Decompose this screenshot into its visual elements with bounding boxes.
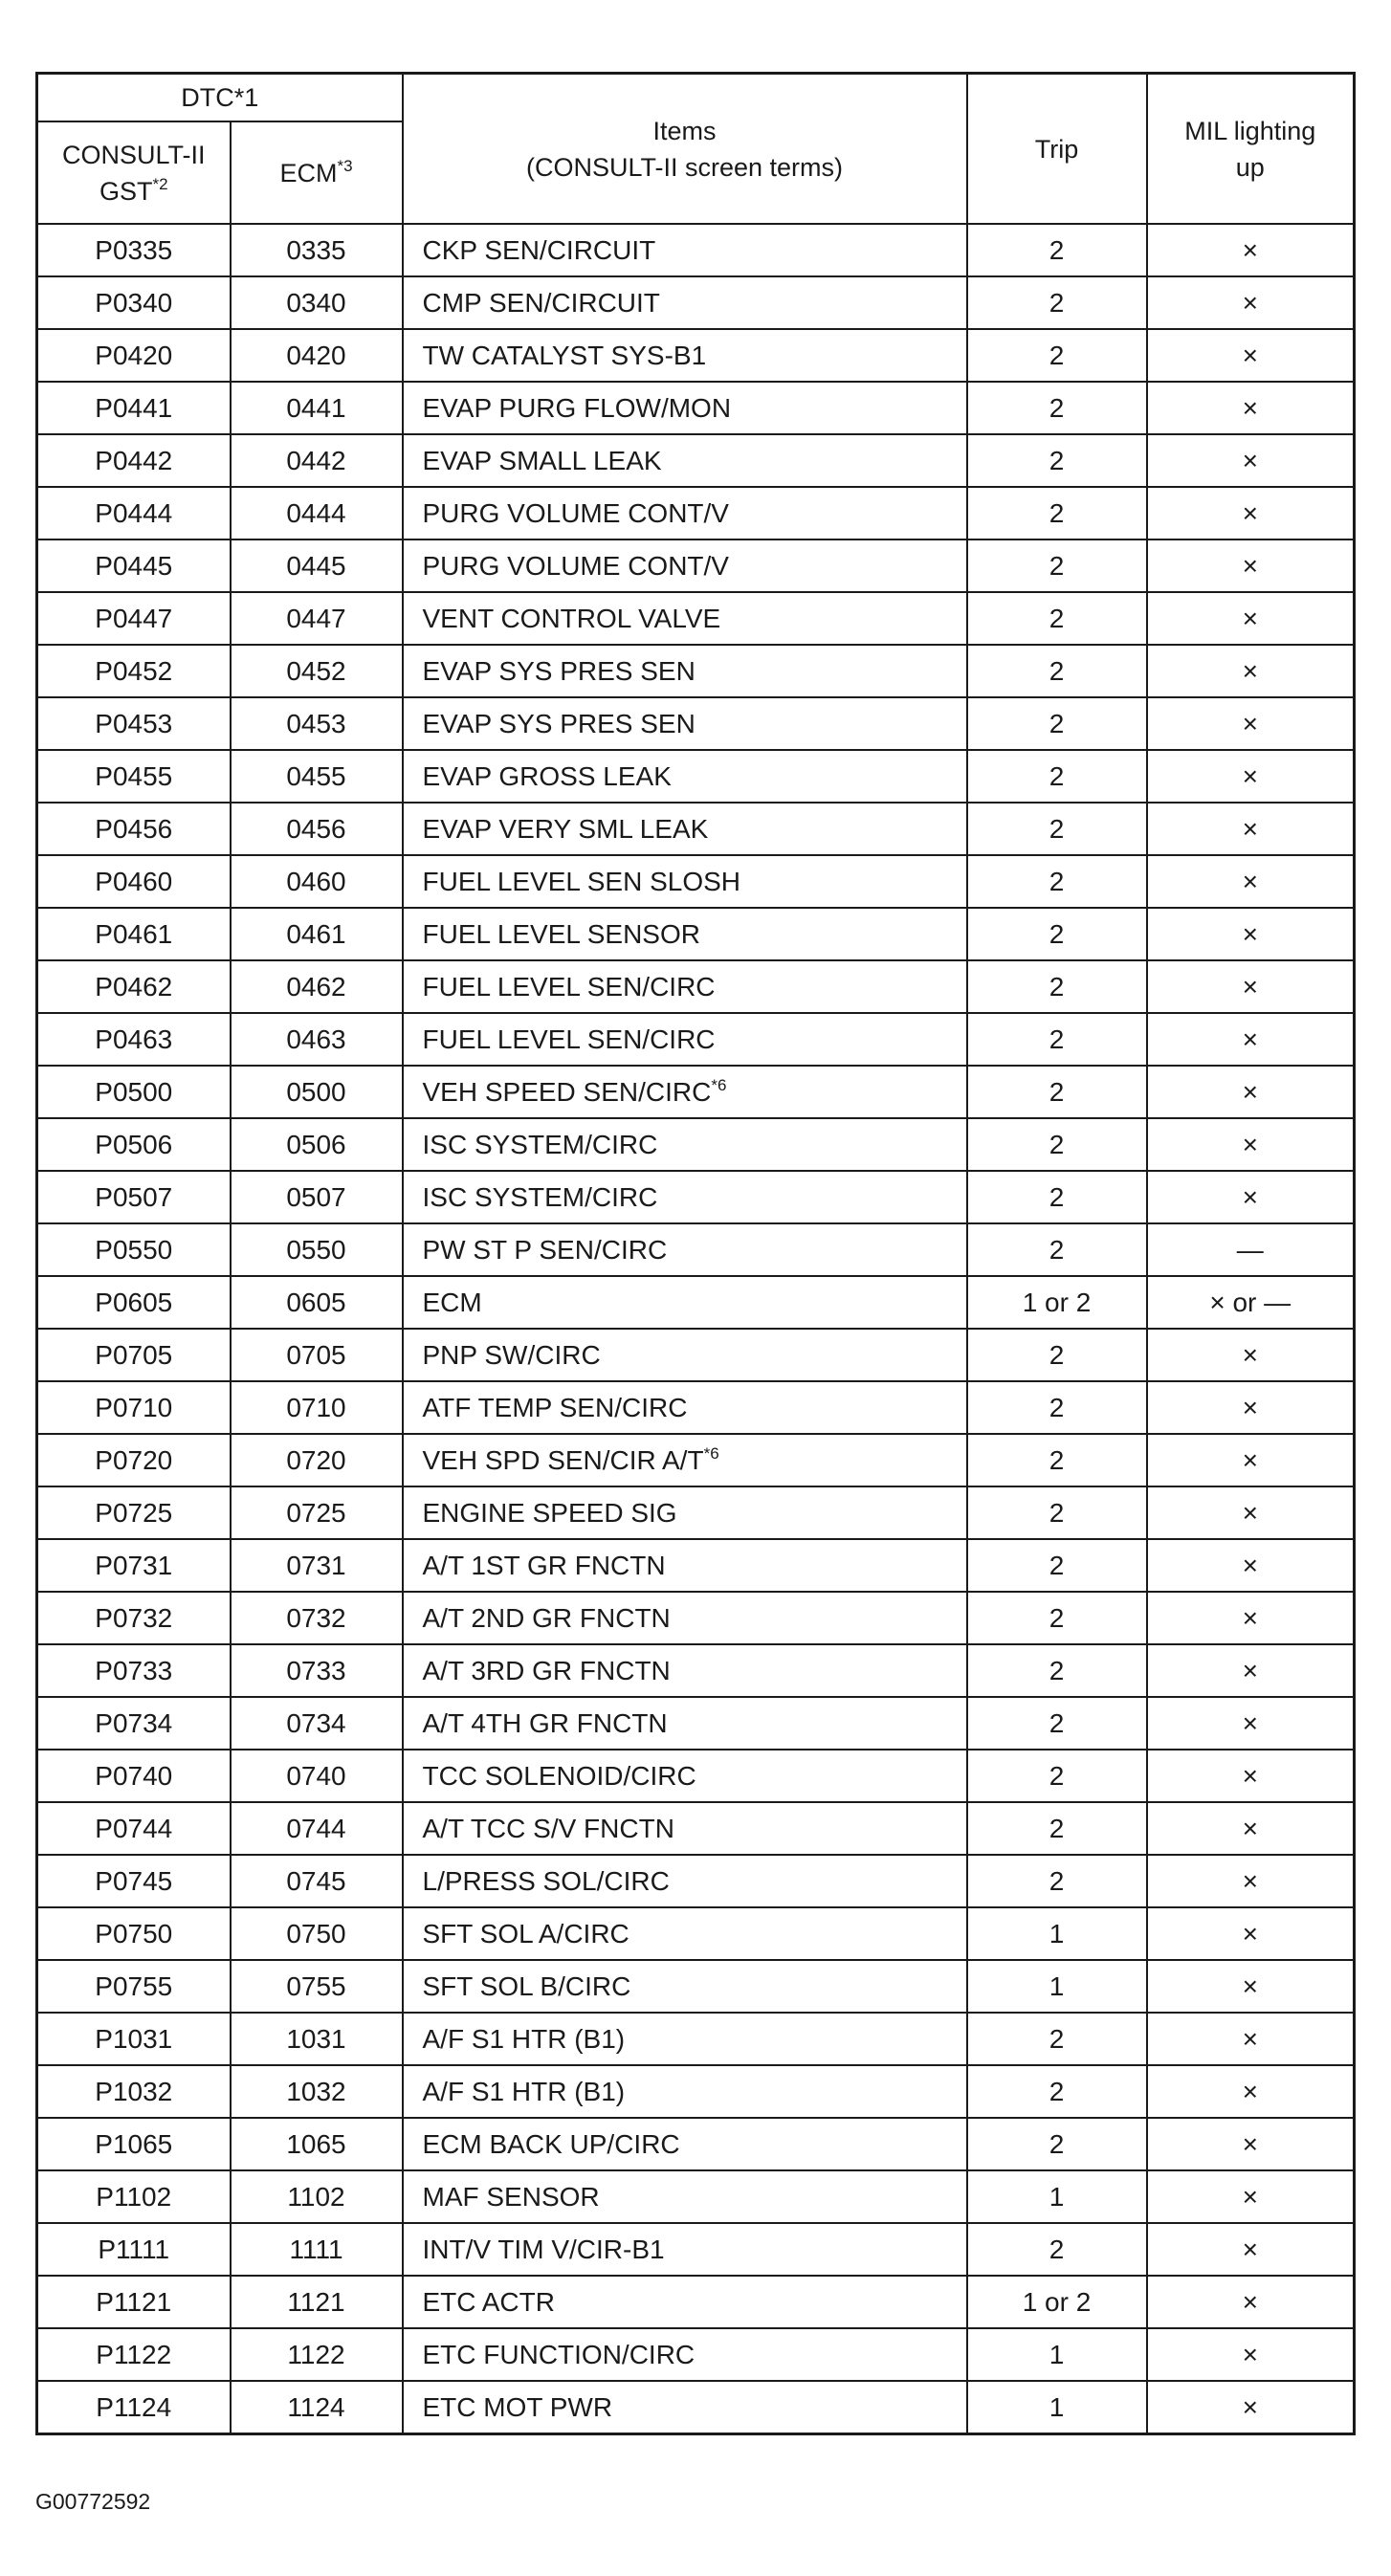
table-row xyxy=(37,2328,1355,2381)
table-row xyxy=(37,2276,1355,2328)
ecm-code-cell: 1111 xyxy=(231,2223,403,2276)
consult-code-cell: P0463 xyxy=(37,1013,231,1066)
trip-cell: 2 xyxy=(967,1486,1147,1539)
consult-code-cell: P1102 xyxy=(37,2170,231,2223)
trip-cell: 2 xyxy=(967,697,1147,750)
item-cell: A/F S1 HTR (B1) xyxy=(403,2013,967,2065)
consult-code-cell: P0720 xyxy=(37,1434,231,1486)
item-cell: SFT SOL A/CIRC xyxy=(403,1907,967,1960)
trip-cell: 2 xyxy=(967,276,1147,329)
mil-cell: × xyxy=(1147,750,1355,803)
item-cell: ISC SYSTEM/CIRC xyxy=(403,1171,967,1223)
trip-cell: 2 xyxy=(967,1223,1147,1276)
ecm-code-cell: 0744 xyxy=(231,1802,403,1855)
mil-cell: × xyxy=(1147,1539,1355,1592)
mil-cell: × xyxy=(1147,855,1355,908)
table-row xyxy=(37,1802,1355,1855)
consult-code-cell: P1124 xyxy=(37,2381,231,2434)
consult-code-cell: P0452 xyxy=(37,645,231,697)
item-cell: A/T 4TH GR FNCTN xyxy=(403,1697,967,1750)
item-cell: ENGINE SPEED SIG xyxy=(403,1486,967,1539)
table-row xyxy=(37,2065,1355,2118)
ecm-code-cell: 0335 xyxy=(231,224,403,276)
ecm-code-cell: 0455 xyxy=(231,750,403,803)
trip-cell: 2 xyxy=(967,2118,1147,2170)
mil-cell: × xyxy=(1147,960,1355,1013)
consult-code-cell: P0340 xyxy=(37,276,231,329)
consult-code-cell: P0745 xyxy=(37,1855,231,1907)
ecm-code-cell: 0720 xyxy=(231,1434,403,1486)
consult-code-cell: P0710 xyxy=(37,1381,231,1434)
consult-code-cell: P1065 xyxy=(37,2118,231,2170)
items-header: Items (CONSULT-II screen terms) xyxy=(403,74,967,225)
table-row xyxy=(37,960,1355,1013)
trip-cell: 2 xyxy=(967,1644,1147,1697)
item-cell: CKP SEN/CIRCUIT xyxy=(403,224,967,276)
table-row xyxy=(37,487,1355,539)
table-row xyxy=(37,908,1355,960)
item-cell: VEH SPEED SEN/CIRC$^{*6}$ xyxy=(403,1066,967,1118)
mil-cell: × xyxy=(1147,592,1355,645)
mil-cell: × xyxy=(1147,1960,1355,2013)
ecm-code-cell: 0420 xyxy=(231,329,403,382)
item-cell: ETC FUNCTION/CIRC xyxy=(403,2328,967,2381)
ecm-code-cell: 0453 xyxy=(231,697,403,750)
consult-code-cell: P0705 xyxy=(37,1329,231,1381)
table-row xyxy=(37,1276,1355,1329)
trip-cell: 1 xyxy=(967,1960,1147,2013)
ecm-code-cell: 1031 xyxy=(231,2013,403,2065)
consult-code-cell: P0460 xyxy=(37,855,231,908)
item-cell: CMP SEN/CIRCUIT xyxy=(403,276,967,329)
ecm-code-cell: 0507 xyxy=(231,1171,403,1223)
mil-cell: × xyxy=(1147,434,1355,487)
mil-cell: × xyxy=(1147,382,1355,434)
item-cell: VENT CONTROL VALVE xyxy=(403,592,967,645)
item-cell: EVAP SYS PRES SEN xyxy=(403,645,967,697)
trip-cell: 2 xyxy=(967,1066,1147,1118)
ecm-code-cell: 0605 xyxy=(231,1276,403,1329)
trip-cell: 2 xyxy=(967,2065,1147,2118)
trip-cell: 1 or 2 xyxy=(967,1276,1147,1329)
trip-cell: 2 xyxy=(967,1434,1147,1486)
consult-code-cell: P0335 xyxy=(37,224,231,276)
mil-cell: × xyxy=(1147,2170,1355,2223)
ecm-code-cell: 0340 xyxy=(231,276,403,329)
table-row xyxy=(37,2381,1355,2434)
trip-cell: 2 xyxy=(967,1171,1147,1223)
trip-cell: 2 xyxy=(967,908,1147,960)
item-cell: EVAP GROSS LEAK xyxy=(403,750,967,803)
ecm-code-cell: 0442 xyxy=(231,434,403,487)
ecm-code-cell: 1124 xyxy=(231,2381,403,2434)
consult-code-cell: P0605 xyxy=(37,1276,231,1329)
ecm-code-cell: 0461 xyxy=(231,908,403,960)
trip-cell: 2 xyxy=(967,2013,1147,2065)
table-row xyxy=(37,1539,1355,1592)
table-row xyxy=(37,1171,1355,1223)
table-row xyxy=(37,1118,1355,1171)
consult-code-cell: P0461 xyxy=(37,908,231,960)
table-row xyxy=(37,1697,1355,1750)
ecm-code-cell: 0750 xyxy=(231,1907,403,1960)
consult-code-cell: P0755 xyxy=(37,1960,231,2013)
consult-code-cell: P0456 xyxy=(37,803,231,855)
ecm-code-cell: 0550 xyxy=(231,1223,403,1276)
item-cell: FUEL LEVEL SEN/CIRC xyxy=(403,960,967,1013)
trip-header: Trip xyxy=(967,74,1147,225)
consult-code-cell: P0500 xyxy=(37,1066,231,1118)
consult-code-cell: P1031 xyxy=(37,2013,231,2065)
table-row xyxy=(37,224,1355,276)
consult-code-cell: P0445 xyxy=(37,539,231,592)
ecm-code-cell: 0444 xyxy=(231,487,403,539)
item-cell: PNP SW/CIRC xyxy=(403,1329,967,1381)
ecm-code-cell: 0725 xyxy=(231,1486,403,1539)
consult-code-cell: P0506 xyxy=(37,1118,231,1171)
figure-id: G00772592 xyxy=(35,2489,151,2514)
dtc-table xyxy=(35,72,1356,2435)
consult-header: CONSULT-II GST$^{*2}$ xyxy=(37,121,231,224)
trip-cell: 2 xyxy=(967,1539,1147,1592)
ecm-header: ECM$^{*3}$ xyxy=(231,121,403,224)
consult-code-cell: P0733 xyxy=(37,1644,231,1697)
item-cell: VEH SPD SEN/CIR $A/T^{*6}$ xyxy=(403,1434,967,1486)
trip-cell: 2 xyxy=(967,855,1147,908)
ecm-code-cell: 0732 xyxy=(231,1592,403,1644)
consult-code-cell: P0750 xyxy=(37,1907,231,1960)
mil-cell: × xyxy=(1147,1013,1355,1066)
mil-cell: × xyxy=(1147,697,1355,750)
header-row-top xyxy=(37,74,1355,122)
table-row xyxy=(37,592,1355,645)
consult-code-cell: P0725 xyxy=(37,1486,231,1539)
item-cell: ATF TEMP SEN/CIRC xyxy=(403,1381,967,1434)
item-cell: PURG VOLUME CONT/V xyxy=(403,539,967,592)
trip-cell: 1 xyxy=(967,2328,1147,2381)
item-cell: ISC SYSTEM/CIRC xyxy=(403,1118,967,1171)
item-cell: ETC MOT PWR xyxy=(403,2381,967,2434)
trip-cell: 2 xyxy=(967,1855,1147,1907)
item-cell: FUEL LEVEL SENSOR xyxy=(403,908,967,960)
ecm-code-cell: 0755 xyxy=(231,1960,403,2013)
consult-code-cell: P0731 xyxy=(37,1539,231,1592)
consult-code-cell: P0462 xyxy=(37,960,231,1013)
ecm-code-cell: 0500 xyxy=(231,1066,403,1118)
trip-cell: 2 xyxy=(967,434,1147,487)
consult-code-cell: P0420 xyxy=(37,329,231,382)
mil-cell: × xyxy=(1147,1066,1355,1118)
mil-cell: × xyxy=(1147,1434,1355,1486)
table-row xyxy=(37,2118,1355,2170)
table-row xyxy=(37,697,1355,750)
mil-cell: × xyxy=(1147,1592,1355,1644)
consult-code-cell: P1032 xyxy=(37,2065,231,2118)
trip-cell: 2 xyxy=(967,1013,1147,1066)
consult-code-cell: P0441 xyxy=(37,382,231,434)
mil-cell: × xyxy=(1147,1802,1355,1855)
table-row xyxy=(37,1644,1355,1697)
item-cell: A/F S1 HTR (B1) xyxy=(403,2065,967,2118)
trip-cell: 2 xyxy=(967,539,1147,592)
ecm-code-cell: 0731 xyxy=(231,1539,403,1592)
item-cell: SFT SOL B/CIRC xyxy=(403,1960,967,2013)
mil-cell: × xyxy=(1147,1644,1355,1697)
ecm-code-cell: 0463 xyxy=(231,1013,403,1066)
consult-code-cell: P0550 xyxy=(37,1223,231,1276)
item-cell: FUEL LEVEL SEN SLOSH xyxy=(403,855,967,908)
mil-header: MIL lighting up xyxy=(1147,74,1355,225)
table-row xyxy=(37,1486,1355,1539)
mil-cell: × xyxy=(1147,2328,1355,2381)
trip-cell: 2 xyxy=(967,592,1147,645)
ecm-code-cell: 0710 xyxy=(231,1381,403,1434)
trip-cell: 2 xyxy=(967,382,1147,434)
mil-cell: × xyxy=(1147,329,1355,382)
table-row xyxy=(37,1592,1355,1644)
item-cell: INT/V TIM V/CIR-B1 xyxy=(403,2223,967,2276)
item-cell: MAF SENSOR xyxy=(403,2170,967,2223)
table-row xyxy=(37,382,1355,434)
item-cell: PW ST P SEN/CIRC xyxy=(403,1223,967,1276)
ecm-code-cell: 1122 xyxy=(231,2328,403,2381)
ecm-code-cell: 0447 xyxy=(231,592,403,645)
trip-cell: 2 xyxy=(967,645,1147,697)
trip-cell: 2 xyxy=(967,1802,1147,1855)
mil-cell: × xyxy=(1147,2013,1355,2065)
item-cell: ECM xyxy=(403,1276,967,1329)
table-row xyxy=(37,2223,1355,2276)
mil-cell: × xyxy=(1147,645,1355,697)
item-cell: EVAP VERY SML LEAK xyxy=(403,803,967,855)
mil-cell: × xyxy=(1147,2276,1355,2328)
ecm-code-cell: 0740 xyxy=(231,1750,403,1802)
item-cell: FUEL LEVEL SEN/CIRC xyxy=(403,1013,967,1066)
trip-cell: 2 xyxy=(967,1750,1147,1802)
trip-cell: 2 xyxy=(967,224,1147,276)
ecm-code-cell: 0705 xyxy=(231,1329,403,1381)
mil-cell: × xyxy=(1147,1171,1355,1223)
mil-cell: × xyxy=(1147,1750,1355,1802)
ecm-code-cell: 0734 xyxy=(231,1697,403,1750)
mil-cell: × xyxy=(1147,2065,1355,2118)
ecm-code-cell: 0452 xyxy=(231,645,403,697)
table-row xyxy=(37,1066,1355,1118)
table-row xyxy=(37,750,1355,803)
table-row xyxy=(37,434,1355,487)
ecm-code-cell: 0745 xyxy=(231,1855,403,1907)
item-cell: A/T 1ST GR FNCTN xyxy=(403,1539,967,1592)
mil-cell: × xyxy=(1147,224,1355,276)
mil-cell: — xyxy=(1147,1223,1355,1276)
trip-cell: 2 xyxy=(967,803,1147,855)
trip-cell: 1 xyxy=(967,2381,1147,2434)
trip-cell: 2 xyxy=(967,1381,1147,1434)
item-cell: ETC ACTR xyxy=(403,2276,967,2328)
consult-code-cell: P0744 xyxy=(37,1802,231,1855)
consult-code-cell: P0442 xyxy=(37,434,231,487)
table-row xyxy=(37,645,1355,697)
mil-cell: × xyxy=(1147,1855,1355,1907)
ecm-code-cell: 0441 xyxy=(231,382,403,434)
trip-cell: 2 xyxy=(967,329,1147,382)
consult-code-cell: P0734 xyxy=(37,1697,231,1750)
mil-cell: × xyxy=(1147,1486,1355,1539)
mil-cell: × xyxy=(1147,2381,1355,2434)
ecm-code-cell: 1121 xyxy=(231,2276,403,2328)
ecm-code-cell: 0462 xyxy=(231,960,403,1013)
trip-cell: 2 xyxy=(967,1697,1147,1750)
table-row xyxy=(37,803,1355,855)
ecm-code-cell: 1032 xyxy=(231,2065,403,2118)
item-cell: ECM BACK UP/CIRC xyxy=(403,2118,967,2170)
ecm-code-cell: 0445 xyxy=(231,539,403,592)
table-row xyxy=(37,276,1355,329)
ecm-code-cell: 1065 xyxy=(231,2118,403,2170)
consult-code-cell: P0732 xyxy=(37,1592,231,1644)
table-row xyxy=(37,1960,1355,2013)
item-cell: EVAP SMALL LEAK xyxy=(403,434,967,487)
table-row xyxy=(37,1329,1355,1381)
table-row xyxy=(37,1013,1355,1066)
mil-cell: × xyxy=(1147,2118,1355,2170)
trip-cell: 2 xyxy=(967,960,1147,1013)
table-row xyxy=(37,1381,1355,1434)
item-cell: L/PRESS SOL/CIRC xyxy=(403,1855,967,1907)
mil-cell: × xyxy=(1147,539,1355,592)
table-row xyxy=(37,855,1355,908)
trip-cell: 2 xyxy=(967,1329,1147,1381)
table-row xyxy=(37,2013,1355,2065)
dtc-table-body xyxy=(37,224,1355,2434)
mil-cell: × xyxy=(1147,276,1355,329)
trip-cell: 2 xyxy=(967,487,1147,539)
mil-cell: × xyxy=(1147,1118,1355,1171)
mil-cell: × xyxy=(1147,1381,1355,1434)
mil-cell: × xyxy=(1147,803,1355,855)
consult-code-cell: P1121 xyxy=(37,2276,231,2328)
ecm-code-cell: 0460 xyxy=(231,855,403,908)
consult-code-cell: P0444 xyxy=(37,487,231,539)
consult-code-cell: P0507 xyxy=(37,1171,231,1223)
mil-cell: × xyxy=(1147,487,1355,539)
trip-cell: 2 xyxy=(967,2223,1147,2276)
consult-code-cell: P0453 xyxy=(37,697,231,750)
ecm-code-cell: 0506 xyxy=(231,1118,403,1171)
consult-code-cell: P0740 xyxy=(37,1750,231,1802)
mil-cell: × xyxy=(1147,1329,1355,1381)
trip-cell: 2 xyxy=(967,1592,1147,1644)
ecm-code-cell: 0733 xyxy=(231,1644,403,1697)
trip-cell: 2 xyxy=(967,1118,1147,1171)
item-cell: A/T 3RD GR FNCTN xyxy=(403,1644,967,1697)
table-row xyxy=(37,1907,1355,1960)
mil-cell: × or — xyxy=(1147,1276,1355,1329)
table-row xyxy=(37,1223,1355,1276)
item-cell: TCC SOLENOID/CIRC xyxy=(403,1750,967,1802)
ecm-code-cell: 1102 xyxy=(231,2170,403,2223)
mil-cell: × xyxy=(1147,1697,1355,1750)
consult-code-cell: P0447 xyxy=(37,592,231,645)
mil-cell: × xyxy=(1147,908,1355,960)
ecm-code-cell: 0456 xyxy=(231,803,403,855)
trip-cell: 1 xyxy=(967,2170,1147,2223)
mil-cell: × xyxy=(1147,2223,1355,2276)
item-cell: A/T TCC S/V FNCTN xyxy=(403,1802,967,1855)
trip-cell: 2 xyxy=(967,750,1147,803)
dtc-header: DTC*1 xyxy=(37,74,403,122)
trip-cell: 1 or 2 xyxy=(967,2276,1147,2328)
consult-code-cell: P0455 xyxy=(37,750,231,803)
consult-code-cell: P1111 xyxy=(37,2223,231,2276)
table-row xyxy=(37,539,1355,592)
item-cell: PURG VOLUME CONT/V xyxy=(403,487,967,539)
table-row xyxy=(37,1855,1355,1907)
mil-cell: × xyxy=(1147,1907,1355,1960)
trip-cell: 1 xyxy=(967,1907,1147,1960)
table-row xyxy=(37,2170,1355,2223)
item-cell: EVAP SYS PRES SEN xyxy=(403,697,967,750)
table-row xyxy=(37,1750,1355,1802)
item-cell: TW CATALYST SYS-B1 xyxy=(403,329,967,382)
item-cell: A/T 2ND GR FNCTN xyxy=(403,1592,967,1644)
consult-code-cell: P1122 xyxy=(37,2328,231,2381)
table-row xyxy=(37,329,1355,382)
table-row xyxy=(37,1434,1355,1486)
item-cell: EVAP PURG FLOW/MON xyxy=(403,382,967,434)
